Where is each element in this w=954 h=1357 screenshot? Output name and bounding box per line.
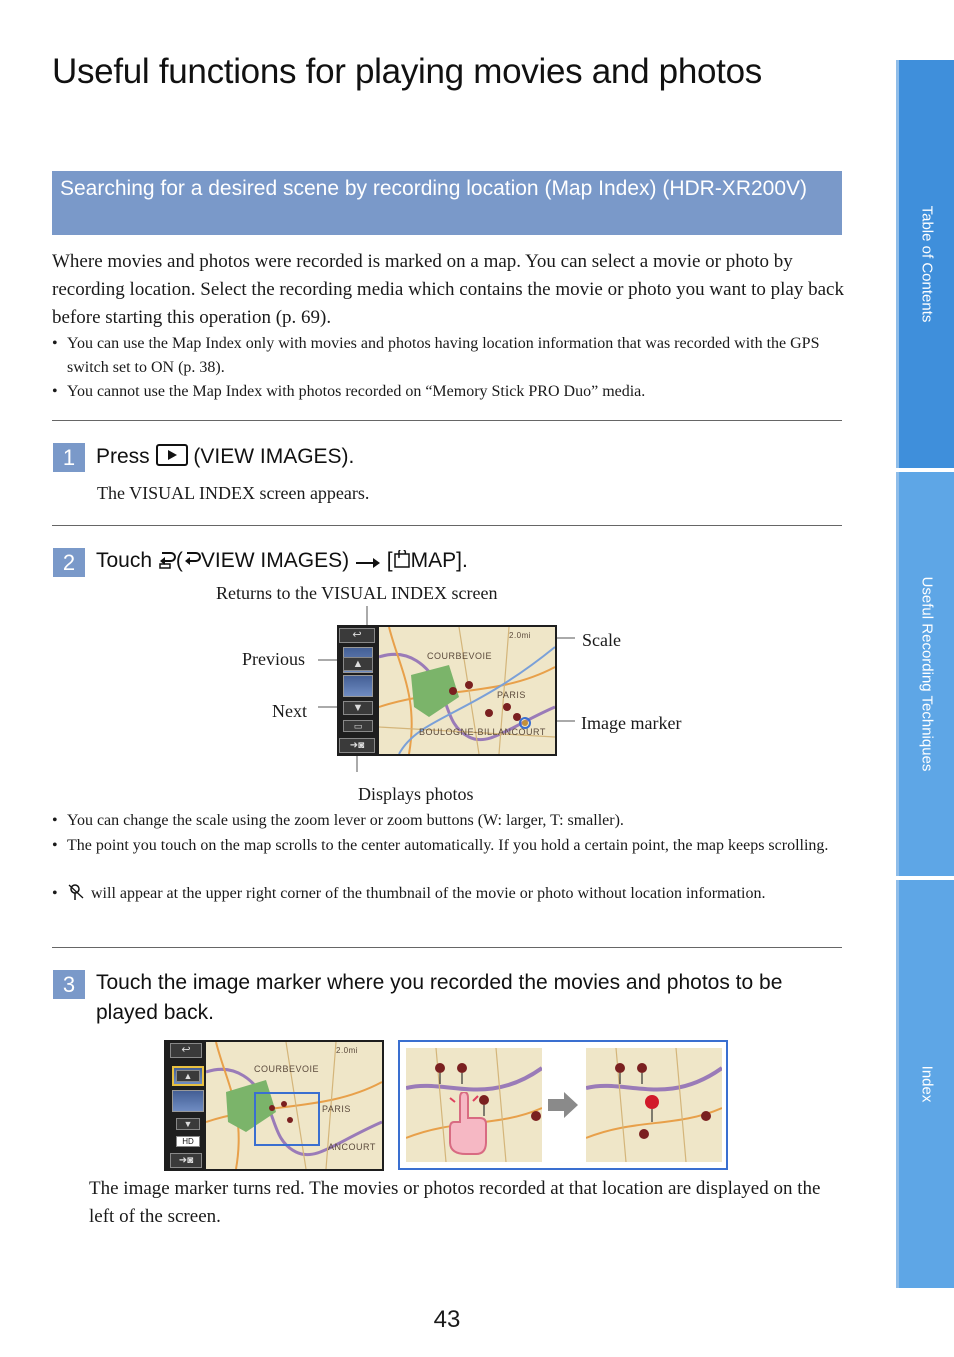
map-label: PARIS (497, 690, 526, 700)
return-button[interactable] (339, 628, 375, 643)
tab-label: Useful Recording Techniques (918, 576, 935, 772)
tab-label: Index (918, 1065, 935, 1103)
step-3-note: The image marker turns red. The movies or photos recorded at that location are displayed on the left of the screen. (89, 1178, 821, 1227)
scale-indicator: 2.0mi (509, 631, 532, 640)
thumbnail[interactable] (343, 675, 373, 697)
intro-bullet: • You can use the Map Index only with movies and photos having location information that was recorded with the GPS switch set to ON (p. 38). (52, 335, 820, 376)
next-arrow-icon: ▼ (352, 702, 364, 714)
page-title: Useful functions for playing movies and photos (52, 52, 762, 91)
step-3-instruction: Touch the image marker where you recorded the movies and photos to be played back. (96, 971, 783, 1024)
arrow-camera-icon: ➜◙ (178, 1155, 194, 1166)
page-number: 43 (433, 1306, 461, 1333)
thumbnail[interactable] (172, 1090, 204, 1112)
arrow-camera-icon: ➜◙ (349, 740, 365, 751)
map-view[interactable] (379, 627, 555, 754)
image-marker-group[interactable] (439, 677, 549, 737)
previous-arrow-icon: ▲ (183, 1071, 193, 1081)
step-2-bullet: • You can change the scale using the zoom lever or zoom buttons (W: larger, T: smaller). (52, 812, 624, 829)
map-label: BOULOGNE-BILLANCOURT (419, 727, 546, 737)
intro-bullet: • You cannot use the Map Index with photos recorded on “Memory Stick PRO Duo” media. (52, 383, 646, 400)
previous-button[interactable] (176, 1070, 200, 1082)
callout-next: Next (272, 701, 307, 721)
step-1-note: The VISUAL INDEX screen appears. (97, 483, 370, 503)
zoom-map-before (406, 1048, 542, 1162)
step-2-instruction: Touch ( VIEW IMAGES) [ MAP]. (96, 546, 468, 579)
map-label: COURBEVOIE (427, 651, 493, 661)
tab-label: Table of Contents (918, 205, 935, 323)
step-2-bullet: • The point you touch on the map scrolls to the center automatically. If you hold a certain point, the map keeps scrolling. (52, 837, 829, 854)
next-arrow-icon: ▼ (183, 1119, 193, 1129)
callout-returns: Returns to the VISUAL INDEX screen (216, 583, 498, 603)
previous-arrow-icon: ▲ (352, 658, 364, 670)
zoom-detail-panel (398, 1040, 728, 1170)
step-1-instruction: Press (VIEW IMAGES). (96, 442, 354, 475)
map-index-screen (337, 625, 557, 756)
hd-badge: HD (176, 1136, 200, 1147)
image-marker-group[interactable] (262, 1098, 322, 1138)
tab-useful-recording-techniques[interactable] (896, 472, 954, 876)
section-header: Searching for a desired scene by recording location (Map Index) (HDR-XR200V) (52, 171, 842, 235)
tab-table-of-contents[interactable] (896, 60, 954, 468)
step-badge-2: 2 (53, 548, 85, 577)
intro-paragraph: Where movies and photos were recorded is marked on a map. You can select a movie or photo by recording location. Select the recording media which contains the movie or photo you want to play back before starting this operation (p. 69). (52, 251, 844, 328)
map-label: PARIS (322, 1104, 351, 1114)
step-badge-3: 3 (53, 970, 85, 999)
map-view[interactable] (206, 1042, 382, 1169)
map-label: COURBEVOIE (254, 1064, 320, 1074)
step-badge-1: 1 (53, 443, 85, 472)
return-icon: ↩ (352, 629, 362, 641)
map-index-screen-step3 (164, 1040, 384, 1171)
callout-image-marker: Image marker (581, 713, 682, 733)
callout-previous: Previous (242, 649, 305, 669)
film-icon: ▭ (343, 720, 373, 732)
divider (52, 947, 842, 948)
zoom-map-after (586, 1048, 722, 1162)
displays-photos-button[interactable] (339, 738, 375, 753)
no-location-icon (67, 883, 87, 909)
callout-displays-photos: Displays photos (358, 784, 474, 804)
next-button[interactable] (176, 1118, 200, 1130)
next-button[interactable] (343, 701, 373, 715)
step-2-bullet: • will appear at the upper right corner of the thumbnail of the movie or photo without location information. (52, 882, 842, 909)
displays-photos-button[interactable] (170, 1153, 202, 1168)
touch-hand-icon (446, 1092, 490, 1158)
map-label: ANCOURT (328, 1142, 376, 1152)
tab-index[interactable] (896, 880, 954, 1288)
callout-scale: Scale (582, 630, 621, 650)
previous-button[interactable] (343, 657, 373, 671)
arrow-right-icon (546, 1090, 580, 1120)
return-icon: ↩ (181, 1044, 191, 1056)
scale-indicator: 2.0mi (336, 1046, 359, 1055)
return-button[interactable] (170, 1043, 202, 1058)
